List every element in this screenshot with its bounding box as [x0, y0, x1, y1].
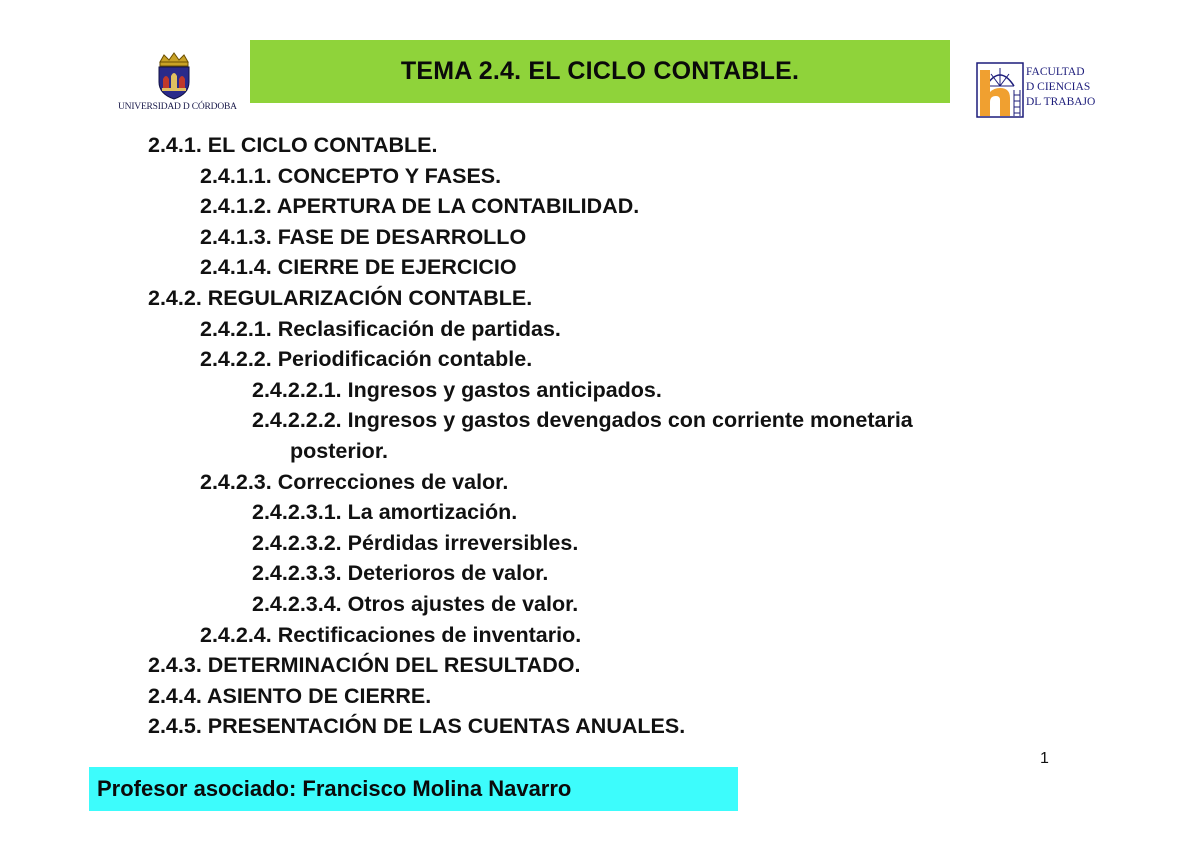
- faculty-logo: [976, 62, 1106, 120]
- outline-item-level-2: 2.4.1.1. CONCEPTO Y FASES.: [200, 163, 502, 188]
- university-logo: [118, 52, 237, 118]
- outline-item-level-1: 2.4.2. REGULARIZACIÓN CONTABLE.: [148, 286, 533, 310]
- outline-item-level-2: 2.4.1.2. APERTURA DE LA CONTABILIDAD.: [200, 194, 640, 219]
- outline-item-level-3: 2.4.2.3.2. Pérdidas irreversibles.: [252, 530, 579, 555]
- outline-item-level-1: 2.4.1. EL CICLO CONTABLE.: [148, 133, 438, 157]
- outline-item-level-2: 2.4.2.1. Reclasificación de partidas.: [200, 316, 561, 341]
- outline-item-level-2: 2.4.2.3. Correcciones de valor.: [200, 469, 509, 494]
- outline-item-level-2: 2.4.2.2. Periodificación contable.: [200, 347, 533, 372]
- outline-item-level-4: posterior.: [290, 439, 388, 463]
- outline-item-level-3: 2.4.2.3.4. Otros ajustes de valor.: [252, 592, 579, 616]
- outline-item-level-2: 2.4.2.4. Rectificaciones de inventario.: [200, 622, 582, 647]
- footer-banner: [89, 767, 738, 811]
- title-banner: [250, 40, 950, 103]
- outline-item-level-1: 2.4.3. DETERMINACIÓN DEL RESULTADO.: [148, 653, 581, 678]
- outline-item-level-3: 2.4.2.2.2. Ingresos y gastos devengados con corriente monetaria: [252, 408, 913, 433]
- outline-item-level-1: 2.4.4. ASIENTO DE CIERRE.: [148, 683, 432, 708]
- faculty-logo-line: DL TRABAJO: [1026, 96, 1096, 108]
- university-logo-text: UNIVERSIDAD D CÓRDOBA: [118, 102, 237, 112]
- outline-item-level-1: 2.4.5. PRESENTACIÓN DE LAS CUENTAS ANUALES.: [148, 714, 686, 739]
- outline-item-level-2: 2.4.1.4. CIERRE DE EJERCICIO: [200, 255, 517, 280]
- faculty-arch-logo-icon: [976, 62, 1024, 118]
- professor-name: Profesor asociado: Francisco Molina Navarro: [97, 776, 572, 801]
- university-crest-icon: [150, 52, 198, 100]
- outline-item-level-3: 2.4.2.2.1. Ingresos y gastos anticipados.: [252, 377, 662, 402]
- faculty-logo-text: [1026, 65, 1095, 110]
- outline-item-level-3: 2.4.2.3.3. Deterioros de valor.: [252, 561, 549, 586]
- page-number: 1: [1040, 750, 1049, 767]
- faculty-logo-line: FACULTAD: [1026, 66, 1085, 78]
- page-title: TEMA 2.4. EL CICLO CONTABLE.: [400, 57, 800, 85]
- outline-item-level-3: 2.4.2.3.1. La amortización.: [252, 500, 518, 525]
- outline-item-level-2: 2.4.1.3. FASE DE DESARROLLO: [200, 224, 527, 249]
- faculty-logo-line: D CIENCIAS: [1026, 81, 1091, 93]
